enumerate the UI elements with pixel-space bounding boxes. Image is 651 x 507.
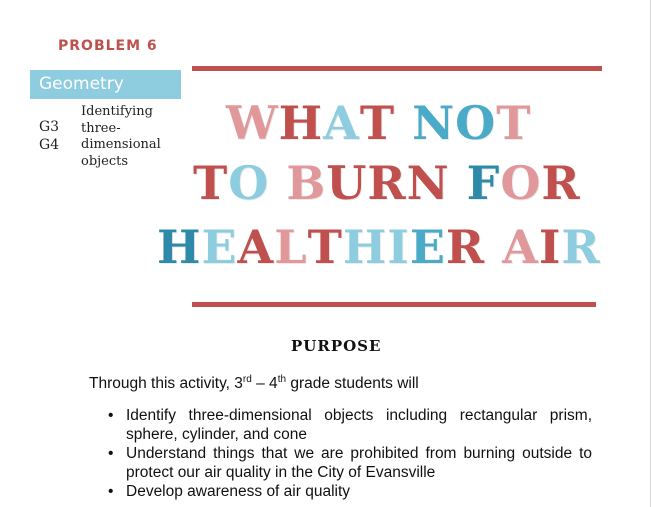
title-letter bbox=[395, 100, 412, 146]
title-letter: H bbox=[278, 96, 324, 150]
title-letter: T bbox=[193, 156, 229, 210]
purpose-intro bbox=[89, 374, 419, 393]
title-rule-bottom bbox=[192, 302, 596, 307]
title-letter: N bbox=[406, 156, 450, 210]
title-letter: I bbox=[538, 220, 562, 274]
title-letter: T bbox=[307, 220, 343, 274]
title-letter: O bbox=[228, 156, 270, 210]
title-letter: L bbox=[274, 220, 308, 274]
standard-code: G3 bbox=[39, 119, 60, 135]
title-rule-top bbox=[192, 66, 602, 71]
list-item: • Understand things that we are prohibited from burning outside to protect our air quality in the City of Evansville bbox=[108, 444, 592, 482]
title-letter: T bbox=[359, 96, 396, 150]
intro-text: – 4 bbox=[251, 375, 278, 393]
title-letter: R bbox=[445, 220, 486, 274]
title-letter: T bbox=[496, 96, 532, 150]
intro-sup: rd bbox=[242, 374, 252, 385]
title-letter: E bbox=[409, 220, 446, 274]
title-letter: A bbox=[237, 220, 275, 274]
title-letter: R bbox=[367, 156, 407, 210]
title-letter: F bbox=[466, 156, 501, 210]
title-letter: A bbox=[502, 220, 539, 274]
title-letter: H bbox=[157, 220, 202, 274]
list-item: • Identify three-dimensional objects including rectangular prism, sphere, cylinder, and cone bbox=[108, 406, 592, 444]
problem-label: PROBLEM 6 bbox=[58, 38, 158, 54]
skill-description: Identifying three-dimensional objects bbox=[81, 104, 161, 169]
title-letter: A bbox=[323, 96, 360, 150]
title-letter: E bbox=[201, 220, 238, 274]
list-item: • Develop awareness of air quality bbox=[108, 482, 592, 501]
standard-code: G4 bbox=[39, 137, 60, 153]
title-letter bbox=[269, 160, 286, 206]
standard-codes bbox=[39, 118, 59, 154]
intro-text: grade students will bbox=[286, 375, 419, 393]
title-letter: R bbox=[541, 156, 581, 210]
title-letter: N bbox=[412, 96, 456, 150]
title-letter: I bbox=[387, 220, 410, 274]
title-letter: H bbox=[342, 220, 388, 274]
title-line-2 bbox=[193, 156, 581, 210]
intro-text: Through this activity, 3 bbox=[89, 375, 243, 393]
title-line-1 bbox=[226, 96, 532, 150]
title-letter: B bbox=[286, 156, 327, 210]
title-letter: R bbox=[561, 220, 601, 274]
purpose-heading: PURPOSE bbox=[291, 337, 382, 355]
intro-sup: th bbox=[277, 374, 287, 385]
title-letter: W bbox=[226, 96, 279, 150]
title-letter bbox=[450, 160, 467, 206]
title-letter bbox=[485, 224, 502, 270]
title-letter: O bbox=[455, 96, 497, 150]
subject-tag: Geometry bbox=[30, 70, 181, 99]
title-letter: U bbox=[326, 156, 368, 210]
purpose-list bbox=[108, 406, 592, 501]
title-line-3 bbox=[157, 220, 601, 274]
title-letter: O bbox=[500, 156, 542, 210]
